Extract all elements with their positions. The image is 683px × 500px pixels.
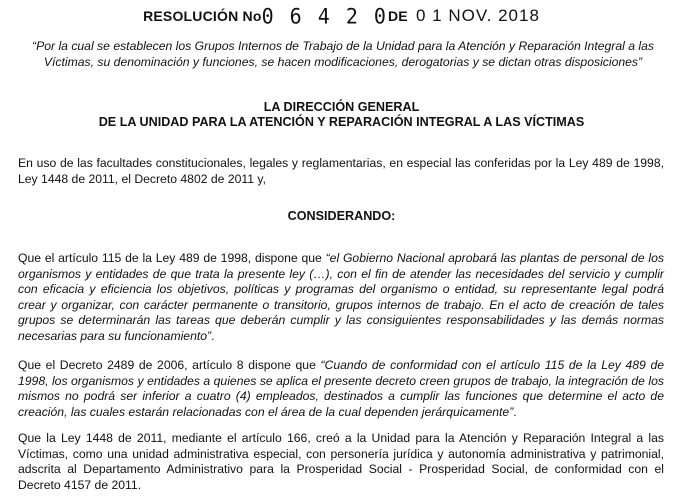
resolution-label: RESOLUCIÓN No [143, 8, 262, 24]
paragraph-1 [18, 251, 664, 344]
issuing-authority [0, 100, 683, 130]
paragraph-2-lead: Que el Decreto 2489 de 2006, artículo 8 dispone que [18, 358, 321, 372]
intro-paragraph: En uso de las facultades constitucionales, legales y reglamentarias, en especial las conferidas por la Ley 489 de 1998, Ley 1448 de 2011, el Decreto 4802 de 2011 y, [18, 156, 664, 186]
paragraph-3 [18, 431, 664, 493]
resolution-de: DE [387, 8, 408, 24]
paragraph-1-tail: . [211, 328, 215, 343]
resolution-date: 0 1 NOV. 2018 [416, 6, 540, 25]
authority-line-1: LA DIRECCIÓN GENERAL [263, 100, 420, 114]
resolution-subtitle: “Por la cual se establecen los Grupos Internos de Trabajo de la Unidad para la Atención y Reparación Integral a las Víctimas, su denominación y funciones, se hacen modificaciones, derogatorias y se dictan otras disposiciones” [32, 39, 654, 69]
paragraph-3-lead: Que la Ley 1448 de 2011, mediante el artículo 166, creó a la Unidad para la Atención y Reparación Integral a las Víctimas, como una unidad administrativa especial, con personería jurídica y autonomía administrativa y patrimonial, adscrita al Departamento Administrativo para la Prosperidad Social - Prosperidad Social, de conformidad con el Decreto 4157 de 2011. [18, 431, 664, 492]
paragraph-2-tail: . [513, 404, 517, 419]
resolution-header [0, 4, 683, 28]
considerando-heading: CONSIDERANDO: [287, 209, 396, 223]
resolution-number: 0 6 4 2 0 [261, 3, 388, 29]
paragraph-2 [18, 358, 664, 420]
paragraph-1-lead: Que el artículo 115 de la Ley 489 de 1998, dispone que [18, 251, 326, 265]
paragraph-2-quote: “Cuando de conformidad con el artículo 115 de la Ley 489 de 1998, los organismos y entidades a quienes se aplica el presente decreto creen grupos de trabajo, la integración de los mismos no podrá ser inferior a cuatro (4) empleados, destinados a cumplir las funciones que determine el acto de creación, las cuales estarán relacionadas con el área de la cual dependen jerárquicamente” [18, 358, 665, 419]
authority-line-2: DE LA UNIDAD PARA LA ATENCIÓN Y REPARACIÓN INTEGRAL A LAS VÍCTIMAS [98, 115, 585, 129]
paragraph-1-quote: “el Gobierno Nacional aprobará las plantas de personal de los organismos y entidades de que trata la presente ley (…), con el fin de atender las necesidades del servicio y cumplir con eficacia y eficiencia los objetivos, políticas y programas del organismo o entidad, su representante legal podrá crear y organizar, con carácter permanente o transitorio, grupos internos de trabajo. En el acto de creación de tales grupos se determinarán las tareas que deberán cumplir y las consiguientes responsabilidades y las demás normas necesarias para su funcionamiento” [18, 251, 664, 343]
